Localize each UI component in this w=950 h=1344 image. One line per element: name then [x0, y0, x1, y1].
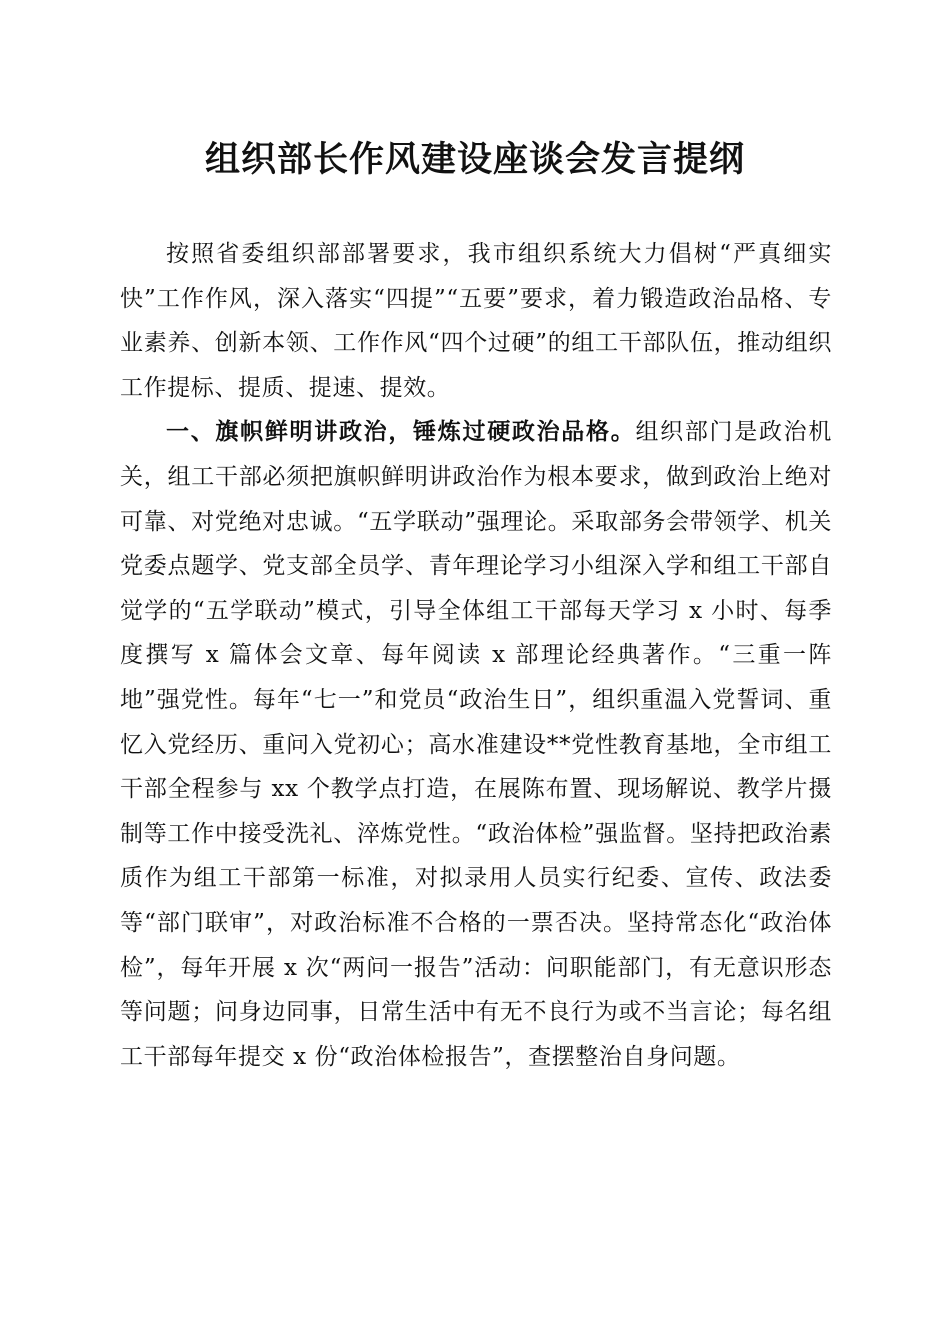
section-1-text: 组织部门是政治机关，组工干部必须把旗帜鲜明讲政治作为根本要求，做到政治上绝对可靠、对党绝对忠诚。“五学联动”强理论。采取部务会带领学、机关党委点题学、党支部全员学、青年理论学习小组深入学和组工干部自觉学的“五学联动”模式，引导全体组工干部每天学习 x 小时、每季度撰写 x 篇体会文章、每年阅读 x 部理论经典著作。“三重一阵地”强党性。每年“七一”和党员“政治生日”，组织重温入党誓词、重忆入党经历、重问入党初心；高水准建设**党性教育基地，全市组工干部全程参与 xx 个教学点打造，在展陈布置、现场解说、教学片摄制等工作中接受洗礼、淬炼党性。“政治体检”强监督。坚持把政治素质作为组工干部第一标准，对拟录用人员实行纪委、宣传、政法委等“部门联审”，对政治标准不合格的一票否决。坚持常态化“政治体检”，每年开展 x 次“两问一报告”活动：问职能部门，有无意识形态等问题；问身边同事，日常生活中有无不良行为或不当言论；每名组工干部每年提交 x 份“政治体检报告”，查摆整治自身问题。	[120, 419, 832, 1070]
document-body	[120, 232, 832, 1079]
document-title: 组织部长作风建设座谈会发言提纲	[204, 139, 745, 180]
intro-paragraph: 按照省委组织部部署要求，我市组织系统大力倡树“严真细实快”工作作风，深入落实“四提”“五要”要求，着力锻造政治品格、专业素养、创新本领、工作作风“四个过硬”的组工干部队伍，推动组织工作提标、提质、提速、提效。	[120, 241, 832, 401]
section-1-heading: 一、旗帜鲜明讲政治，锤炼过硬政治品格。	[166, 418, 636, 446]
section-1-paragraph	[120, 410, 832, 1079]
